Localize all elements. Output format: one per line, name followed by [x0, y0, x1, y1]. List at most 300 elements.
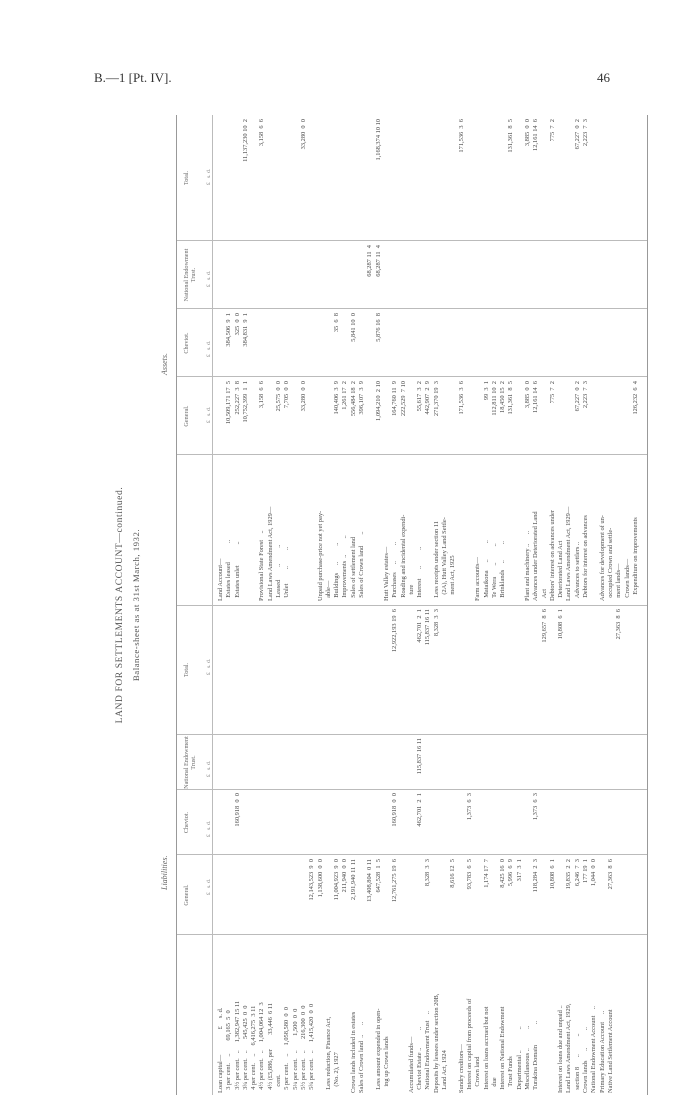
table-cell [217, 793, 225, 853]
table-cell: 10,808 6 1 [557, 609, 565, 640]
table-cell: 6,246 7 3 [573, 859, 581, 895]
table-cell [599, 381, 607, 453]
table-cell: 177 19 1 [582, 859, 590, 895]
table-cell: 1,168,374 10 10 [374, 119, 382, 161]
table-cell [258, 609, 266, 733]
table-cell [292, 245, 300, 307]
table-row [366, 457, 374, 601]
table-cell: 140,406 3 9 [333, 381, 341, 420]
table-cell [267, 313, 275, 375]
table-row: Turakina Domain .. [532, 1020, 540, 1093]
table-cell [267, 609, 275, 733]
table-cell [317, 609, 325, 733]
table-cell: 8,616 12 5 [449, 859, 457, 896]
table-cell [491, 859, 499, 933]
table-cell [499, 793, 507, 853]
table-cell: 12,143,523 9 0 [308, 859, 316, 901]
table-cell: 115,837 16 11 [416, 738, 424, 775]
table-cell [408, 738, 416, 788]
table-cell [267, 119, 275, 239]
table-row: Interest on capital from proceeds of [465, 998, 473, 1093]
table-cell [292, 119, 300, 239]
table-cell [308, 609, 316, 733]
column-rule [177, 605, 647, 606]
table-cell [366, 119, 374, 239]
assets-col-total: Total. [177, 115, 213, 241]
table-cell [391, 119, 399, 239]
table-cell [408, 119, 416, 239]
table-row: 5 per cent. .. 1,058,580 0 0 [283, 1007, 291, 1093]
table-cell [250, 119, 258, 239]
table-row: Miscellaneous .. .. [523, 1025, 531, 1093]
table-cell [424, 793, 432, 853]
table-row: Primary Education Account .. [598, 1010, 606, 1093]
table-row: (No. 2), 1927 [333, 1052, 341, 1093]
liabilities-col-net: National Endowment Trust. [177, 735, 213, 790]
table-cell [250, 313, 258, 375]
table-cell [516, 119, 524, 239]
table-row: Cheviot Estate .. .. [416, 1026, 424, 1093]
table-row: Brinklands .. .. [499, 541, 507, 601]
table-cell: 775 7 2 [548, 119, 556, 142]
assets-col-cheviot: Cheviot. [177, 309, 213, 377]
table-cell: 8,425 16 0 [499, 859, 507, 896]
table-row: Departmental .. .. [515, 1026, 523, 1093]
table-cell: 11,004,923 9 0 [333, 859, 341, 901]
table-cell: 33,280 0 0 [299, 119, 307, 150]
table-cell [275, 738, 283, 788]
table-cell: 384,506 9 1 [225, 313, 233, 347]
table-cell [565, 119, 573, 239]
table-cell [458, 793, 466, 853]
table-cell [300, 313, 308, 375]
money-units: £ s. d. [206, 658, 212, 675]
table-cell [599, 609, 607, 733]
assets-total-values [217, 119, 590, 239]
table-cell [333, 245, 341, 307]
table-row [466, 457, 474, 601]
table-cell [466, 119, 474, 239]
table-row: ment lands— [615, 563, 623, 601]
table-cell [358, 793, 366, 853]
table-row [507, 457, 515, 601]
table-cell: 35 6 8 [333, 313, 341, 333]
table-cell [449, 119, 457, 239]
table-cell [557, 859, 565, 933]
liabilities-col-total: Total. [177, 605, 213, 735]
table-cell: 33,280 0 0 [299, 381, 307, 418]
table-cell [375, 793, 383, 853]
table-cell [308, 245, 316, 307]
table-cell [590, 609, 598, 733]
table-cell [317, 313, 325, 375]
table-cell [333, 609, 341, 733]
table-cell [308, 381, 316, 453]
table-row [590, 457, 598, 601]
table-cell [416, 119, 424, 239]
table-cell [308, 793, 316, 853]
table-cell: 7,705 0 0 [283, 381, 291, 417]
table-cell [366, 313, 374, 375]
table-cell [258, 738, 266, 788]
table-cell [317, 381, 325, 453]
table-cell: 1,044 0 0 [590, 859, 598, 895]
table-cell: 5,841 10 0 [349, 313, 357, 342]
table-cell [458, 609, 466, 733]
table-cell: 3,885 0 0 [523, 119, 531, 147]
table-title: LAND FOR SETTLEMENTS ACCOUNT—continued. [115, 486, 125, 724]
table-cell: 1,094,210 2 10 [374, 381, 382, 423]
table-row [424, 457, 432, 601]
table-row: Loan capital— £ s. d. [217, 1007, 224, 1093]
table-cell: 18,450 15 2 [499, 381, 507, 420]
table-cell [582, 609, 590, 733]
table-cell [474, 609, 482, 733]
table-cell: 12,922,193 19 6 [391, 609, 399, 653]
table-cell [242, 859, 250, 933]
table-row: ment Act, 1925 [449, 555, 457, 601]
table-cell [325, 313, 333, 375]
table-cell [483, 609, 491, 733]
table-cell [383, 793, 391, 853]
table-cell [441, 793, 449, 853]
column-rule [177, 934, 647, 935]
table-cell [242, 738, 250, 788]
table-cell [350, 119, 358, 239]
table-cell: 68,287 11 4 [374, 245, 382, 277]
table-cell [366, 793, 374, 853]
table-cell [541, 381, 549, 453]
table-row: Advances for development of un- [598, 515, 606, 601]
table-cell: 27,363 8 6 [615, 609, 623, 640]
table-cell [341, 313, 349, 375]
table-cell [217, 313, 225, 375]
table-cell: 211,940 0 0 [341, 859, 349, 898]
table-cell: 384,831 9 1 [241, 313, 249, 347]
table-cell: 5,876 16 8 [374, 313, 382, 342]
table-cell: 160,918 0 0 [233, 793, 241, 827]
table-row: National Endowment Trust .. [424, 1010, 432, 1093]
table-cell [250, 245, 258, 307]
table-cell [267, 793, 275, 853]
table-row [516, 457, 524, 601]
table-cell [400, 793, 408, 853]
money-units: £ s. d. [206, 340, 212, 357]
table-cell [217, 738, 225, 788]
table-cell [325, 381, 333, 453]
table-cell: 5,996 6 9 [507, 859, 515, 895]
table-cell: 462,701 2 1 [416, 609, 424, 643]
table-row: National Endowment Account .. [590, 1006, 598, 1093]
table-cell [217, 609, 225, 733]
table-cell: 19,835 2 2 [565, 859, 573, 896]
table-cell [267, 245, 275, 307]
table-row [308, 457, 316, 601]
table-cell [250, 609, 258, 733]
table-cell [300, 609, 308, 733]
table-cell [449, 793, 457, 853]
table-row: cent. [275, 1074, 283, 1093]
table-cell [358, 609, 366, 733]
table-cell [217, 245, 225, 307]
table-row: 5¾ per cent. .. 1,415,420 0 0 [308, 1003, 316, 1093]
table-cell [541, 119, 549, 239]
table-cell: 3,885 0 0 [523, 381, 531, 417]
table-cell [524, 859, 532, 933]
money-units: £ s. d. [206, 270, 212, 287]
table-cell: 396,107 3 9 [358, 381, 366, 420]
table-cell [300, 245, 308, 307]
table-cell: 10,752,399 1 1 [241, 381, 249, 423]
table-cell [441, 609, 449, 733]
table-cell [317, 738, 325, 788]
table-cell [624, 381, 632, 453]
table-cell [516, 793, 524, 853]
table-cell: 99 3 1 [482, 381, 490, 413]
money-units: £ s. d. [206, 168, 212, 185]
table-cell: 112,811 10 2 [490, 381, 498, 421]
liabilities-particulars [217, 937, 615, 1093]
table-row: Deteriorated Land Act [557, 540, 565, 601]
assets-col-net: National Endowment Trust. [177, 241, 213, 309]
table-cell: 325 0 0 [233, 313, 241, 342]
table-cell [424, 119, 432, 239]
table-cell: 775 7 2 [548, 381, 556, 415]
table-cell: 13,408,804 0 11 [366, 859, 374, 902]
table-cell: 67,227 0 2 [573, 119, 581, 150]
table-cell [383, 859, 391, 933]
table-cell [416, 859, 424, 933]
assets-cheviot-values [217, 313, 383, 375]
table-cell [217, 119, 225, 239]
table-cell [499, 119, 507, 239]
table-row: Debtors' interest on advances under [548, 510, 556, 601]
table-row: Te Wera .. .. [490, 543, 498, 601]
table-row [300, 457, 308, 601]
table-cell [275, 245, 283, 307]
table-cell [358, 313, 366, 375]
table-cell [341, 793, 349, 853]
table-cell [375, 738, 383, 788]
table-cell [350, 793, 358, 853]
table-cell [250, 793, 258, 853]
table-cell [258, 859, 266, 933]
table-subtitle: Balance-sheet as at 31st March, 1932. [131, 528, 141, 682]
table-row: Accumulated funds— [407, 1036, 415, 1093]
table-cell [408, 793, 416, 853]
table-cell [532, 609, 540, 733]
table-row: Sales of Crown land .. .. [358, 1021, 366, 1093]
table-cell: 67,227 0 2 [573, 381, 581, 418]
money-units: £ s. d. [206, 760, 212, 777]
table-cell [300, 859, 308, 933]
table-cell [333, 119, 341, 239]
table-cell [325, 119, 333, 239]
table-cell [474, 859, 482, 933]
table-cell [391, 738, 399, 788]
table-cell [433, 119, 441, 239]
table-cell [234, 859, 242, 933]
table-row: Land Act, 1924 [441, 1050, 449, 1093]
table-cell [474, 381, 482, 453]
table-cell [565, 381, 573, 453]
assets-heading: Assets. [160, 353, 169, 375]
table-cell: 126,232 6 4 [631, 381, 639, 420]
table-cell: 171,536 3 6 [457, 119, 465, 153]
table-row: Advances to settlers .. [573, 541, 581, 601]
table-cell [242, 793, 250, 853]
table-row: Leased .. .. [275, 544, 283, 601]
table-cell [250, 738, 258, 788]
table-row: Provisional State Forest .. [258, 530, 266, 601]
table-cell [557, 119, 565, 239]
column-rule [177, 376, 647, 377]
table-cell [258, 793, 266, 853]
table-cell [217, 381, 225, 453]
liabilities-heading: Liabilities. [160, 855, 169, 890]
table-cell [383, 119, 391, 239]
table-cell [300, 738, 308, 788]
table-cell [292, 313, 300, 375]
table-cell [433, 859, 441, 933]
table-cell [325, 245, 333, 307]
table-cell [491, 609, 499, 733]
table-row: Crown lands— [623, 558, 631, 601]
table-row: Native Land Settlement Account [606, 1009, 614, 1093]
table-row [292, 457, 300, 601]
table-cell [333, 738, 341, 788]
table-row: Trust Funds [507, 1056, 515, 1093]
table-cell [607, 381, 615, 453]
table-row: Crown land [474, 1056, 482, 1093]
table-row [366, 937, 374, 1093]
table-cell [441, 381, 449, 453]
table-cell: 1,138,600 0 0 [316, 859, 324, 899]
table-cell [358, 245, 366, 307]
table-cell [441, 119, 449, 239]
table-cell: 131,361 8 5 [507, 119, 515, 153]
table-cell: 118,284 2 3 [532, 859, 540, 898]
table-cell: 8,328 3 3 [424, 859, 432, 895]
money-units: £ s. d. [206, 406, 212, 423]
table-cell [217, 859, 225, 933]
table-cell: 2,223 7 3 [582, 381, 590, 417]
table-cell [449, 609, 457, 733]
table-row: 4½ (£5,886, per 33,446 6 11 [266, 1003, 274, 1093]
table-cell: 11,137,230 10 2 [241, 119, 249, 162]
table-row: Crown lands included in estates [349, 1011, 357, 1093]
table-row: 3¾ per cent. .. 545,425 0 0 [241, 1005, 249, 1093]
table-row: Roading and incidental expendi- [399, 514, 407, 601]
table-cell [341, 609, 349, 733]
money-units: £ s. d. [206, 878, 212, 895]
table-row: Crown lands .. .. [582, 1026, 590, 1093]
table-cell [607, 609, 615, 733]
table-cell: 647,528 1 5 [374, 859, 382, 898]
page-number: 46 [597, 70, 610, 85]
table-row: Interest on loans due and unpaid .. [557, 1005, 565, 1093]
table-cell [358, 738, 366, 788]
table-row [549, 937, 557, 1093]
table-cell [565, 609, 573, 733]
table-cell [408, 381, 416, 453]
table-cell: 8,328 3 3 [432, 609, 440, 637]
table-cell [275, 793, 283, 853]
liabilities-col-general: General. [177, 855, 213, 935]
table-row: Mataikona .. .. [482, 540, 490, 601]
table-cell [275, 609, 283, 733]
table-cell [557, 381, 565, 453]
assets-col-general: General. [177, 377, 213, 455]
table-cell [574, 609, 582, 733]
table-row: occupied Crown and settle- [606, 527, 614, 601]
table-cell [234, 609, 242, 733]
table-cell [524, 793, 532, 853]
assets-net-values [217, 245, 383, 307]
table-row: Unlet .. .. [283, 546, 291, 601]
table-cell: 25,575 0 0 [275, 381, 283, 418]
table-row: Interest on National Endowment [499, 1006, 507, 1093]
table-cell [283, 119, 291, 239]
table-cell: 271,370 19 3 [432, 381, 440, 421]
table-cell [516, 381, 524, 453]
table-cell: 317 3 1 [515, 859, 523, 893]
table-cell: 2,223 7 3 [582, 119, 590, 147]
table-cell [491, 793, 499, 853]
table-cell [308, 119, 316, 239]
money-units: £ s. d. [206, 820, 212, 837]
table-cell [225, 245, 233, 307]
table-cell [234, 119, 242, 239]
table-cell [225, 793, 233, 853]
table-cell [292, 381, 300, 453]
table-cell [292, 738, 300, 788]
table-cell [350, 738, 358, 788]
table-cell [400, 119, 408, 239]
table-cell [225, 859, 233, 933]
table-cell [292, 859, 300, 933]
table-cell [358, 859, 366, 933]
table-cell [325, 793, 333, 853]
table-row [449, 937, 457, 1093]
table-row: Estates unlet .. [233, 541, 241, 601]
table-cell: 556,484 18 2 [349, 381, 357, 421]
table-row: Improvements .. .. [341, 535, 349, 601]
table-cell [466, 609, 474, 733]
table-cell: 55,617 3 2 [416, 381, 424, 418]
liabilities-net-values [217, 738, 424, 788]
table-row: (2A), Hutt Valley Land Settle- [441, 517, 449, 601]
table-cell [283, 738, 291, 788]
table-cell: 1,373 6 3 [465, 793, 473, 821]
table-cell [433, 793, 441, 853]
liabilities-total-values [217, 609, 624, 733]
table-cell [507, 609, 515, 733]
table-row: Sundry creditors— [457, 1044, 465, 1093]
table-row [375, 457, 383, 601]
table-cell [441, 859, 449, 933]
table-cell [474, 793, 482, 853]
liabilities-cheviot-values [217, 793, 541, 853]
column-rule [177, 789, 647, 790]
table-row: Act [540, 588, 548, 601]
table-row: Sales of settlement land [349, 536, 357, 601]
table-cell [615, 381, 623, 453]
table-row: Unpaid purchase-price not yet pay- [316, 510, 324, 601]
table-cell [325, 609, 333, 733]
liabilities-general-values [217, 859, 615, 933]
table-row: Debtors for interest on advances [582, 515, 590, 601]
